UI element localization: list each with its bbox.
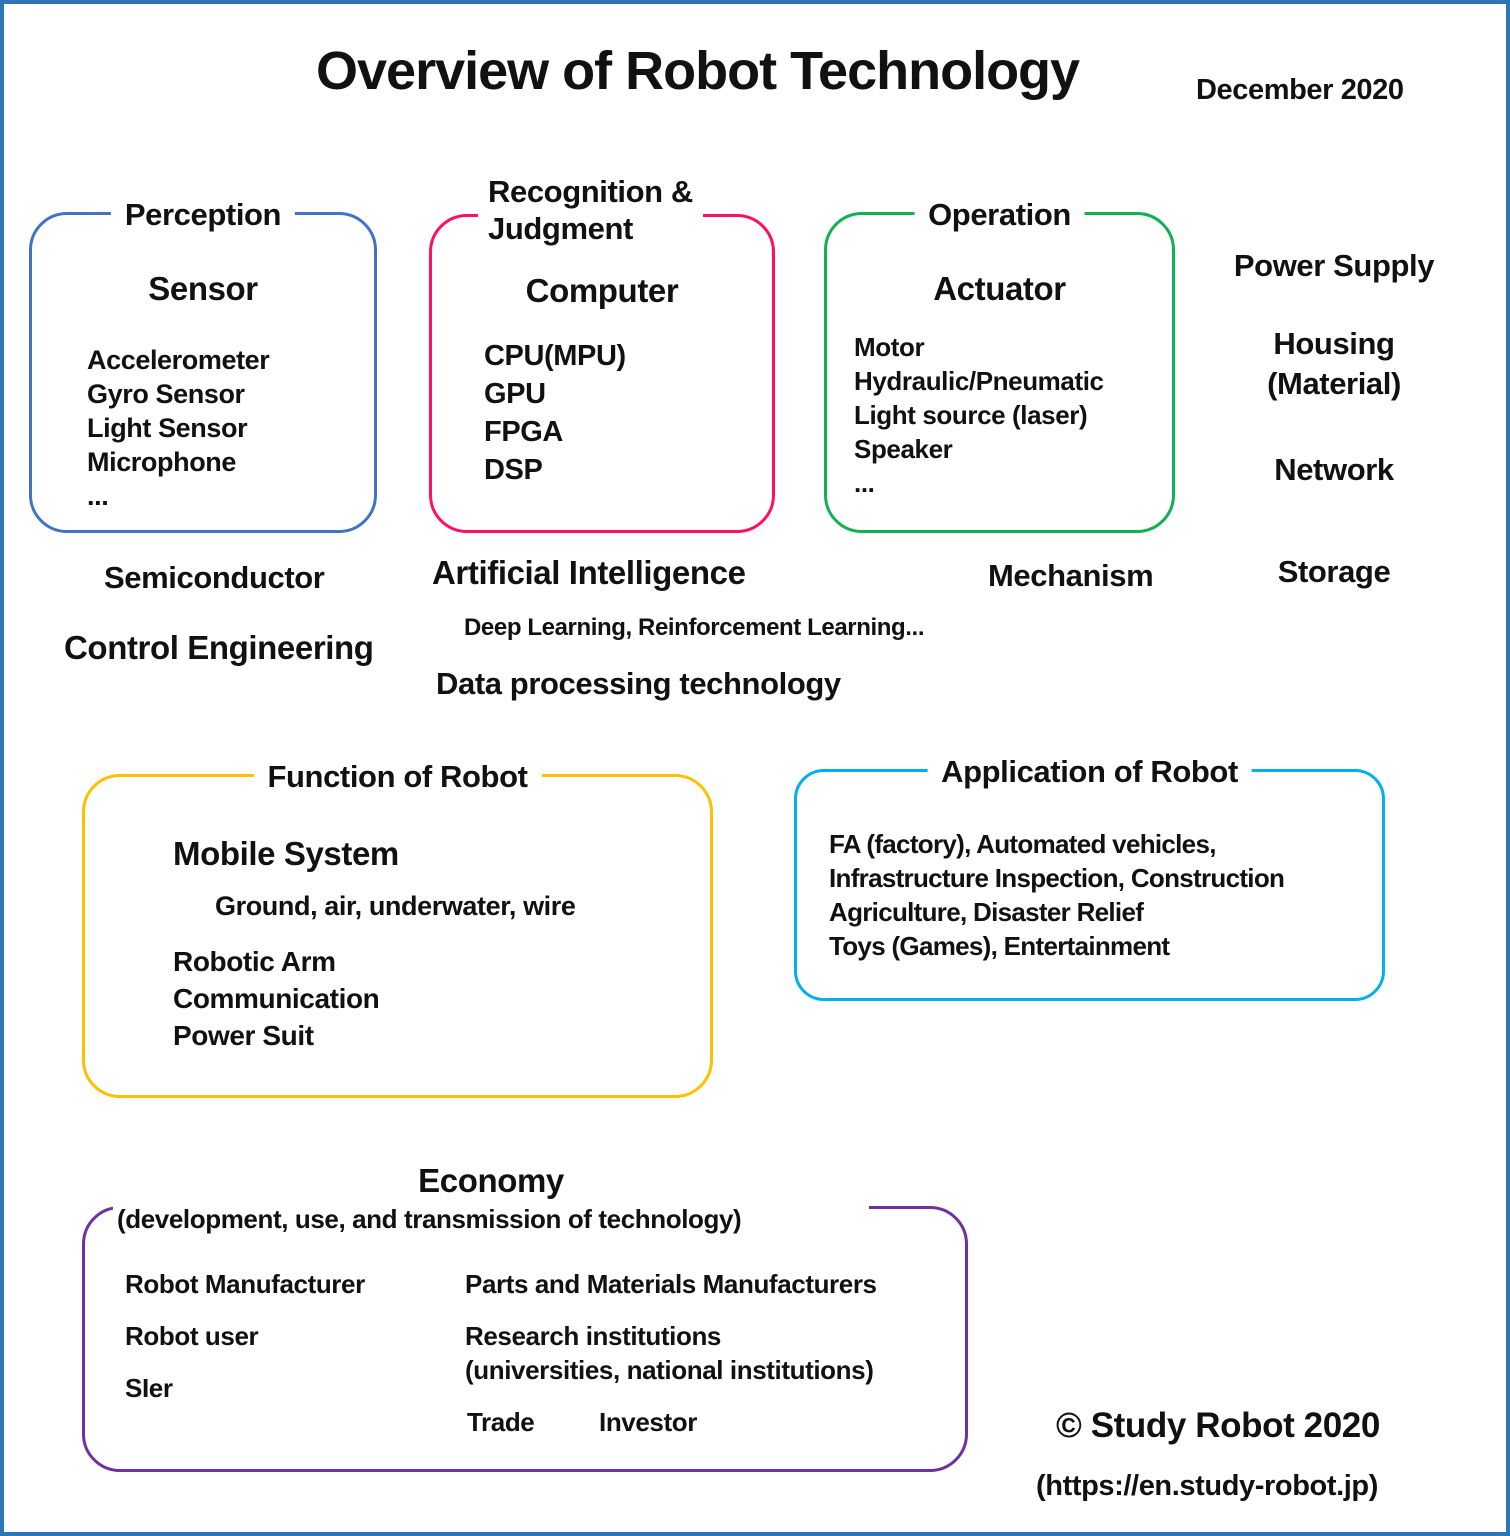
housing-label-line2: (Material)	[1267, 366, 1401, 401]
economy-investor-label: Investor	[599, 1407, 697, 1437]
list-item: DSP	[484, 454, 543, 486]
deep-learning-label: Deep Learning, Reinforcement Learning...	[464, 614, 925, 641]
list-item: ...	[854, 468, 875, 498]
economy-left-item: Robot Manufacturer	[125, 1269, 365, 1299]
recognition-judgment-box	[429, 174, 775, 533]
list-item: Accelerometer	[87, 345, 270, 375]
mechanism-label: Mechanism	[988, 558, 1154, 593]
list-item: Speaker	[854, 434, 953, 464]
economy-right-item: Research institutions	[465, 1321, 721, 1351]
list-item: GPU	[484, 378, 546, 410]
power-supply-label: Power Supply	[1233, 248, 1435, 283]
operation-box-title: Operation	[914, 196, 1085, 233]
economy-left-item: Robot user	[125, 1321, 259, 1351]
application-of-robot-box	[794, 754, 1385, 1001]
recognition-judgment-box-title	[478, 173, 703, 247]
operation-list	[854, 330, 1104, 500]
function-heading: Mobile System	[173, 835, 399, 872]
list-item: ...	[87, 481, 109, 511]
list-item: Microphone	[87, 447, 236, 477]
application-box-title: Application of Robot	[927, 753, 1252, 790]
perception-list	[87, 343, 269, 513]
application-list	[829, 827, 1284, 963]
recognition-heading: Computer	[525, 272, 679, 309]
list-item: Motor	[854, 332, 925, 362]
economy-box	[82, 1162, 968, 1472]
list-item: Light source (laser)	[854, 400, 1088, 430]
economy-title: Economy	[418, 1162, 564, 1199]
website-url-label: (https://en.study-robot.jp)	[1036, 1470, 1378, 1502]
perception-box-title: Perception	[111, 196, 295, 233]
artificial-intelligence-label: Artificial Intelligence	[432, 554, 746, 591]
recognition-list	[484, 337, 626, 489]
recognition-title-line1: Recognition &	[488, 174, 693, 209]
network-label: Network	[1274, 452, 1394, 487]
economy-left-item: SIer	[125, 1373, 173, 1403]
list-item: Light Sensor	[87, 413, 248, 443]
list-item: Gyro Sensor	[87, 379, 245, 409]
economy-trade-label: Trade	[467, 1407, 535, 1437]
list-item: Communication	[173, 983, 380, 1014]
control-engineering-label: Control Engineering	[64, 629, 374, 666]
economy-right-item: (universities, national institutions)	[465, 1355, 874, 1385]
economy-subtitle: (development, use, and transmission of technology)	[117, 1204, 742, 1234]
list-item: Hydraulic/Pneumatic	[854, 366, 1104, 396]
list-item: FA (factory), Automated vehicles,	[829, 829, 1216, 859]
data-processing-label: Data processing technology	[436, 666, 841, 701]
operation-box	[824, 197, 1175, 533]
semiconductor-label: Semiconductor	[104, 560, 325, 595]
page-title: Overview of Robot Technology	[316, 41, 1080, 101]
date-label: December 2020	[1196, 74, 1404, 106]
housing-label-line1: Housing	[1273, 326, 1395, 361]
list-item: Power Suit	[173, 1020, 314, 1051]
function-subline: Ground, air, underwater, wire	[215, 891, 576, 921]
economy-box-title	[113, 1161, 869, 1237]
copyright-label: © Study Robot 2020	[1056, 1406, 1380, 1445]
storage-label: Storage	[1277, 554, 1391, 589]
list-item: CPU(MPU)	[484, 340, 626, 372]
function-list	[173, 943, 379, 1054]
list-item: Infrastructure Inspection, Construction	[829, 863, 1285, 893]
perception-box	[29, 197, 377, 533]
function-box-title: Function of Robot	[253, 758, 541, 795]
list-item: Toys (Games), Entertainment	[829, 931, 1170, 961]
recognition-title-line2: Judgment	[488, 211, 633, 246]
list-item: Agriculture, Disaster Relief	[829, 897, 1144, 927]
economy-right-item: Parts and Materials Manufacturers	[465, 1269, 877, 1299]
operation-heading: Actuator	[933, 270, 1066, 307]
list-item: FPGA	[484, 416, 563, 448]
function-of-robot-box	[82, 759, 713, 1098]
perception-heading: Sensor	[148, 270, 258, 307]
list-item: Robotic Arm	[173, 946, 336, 977]
